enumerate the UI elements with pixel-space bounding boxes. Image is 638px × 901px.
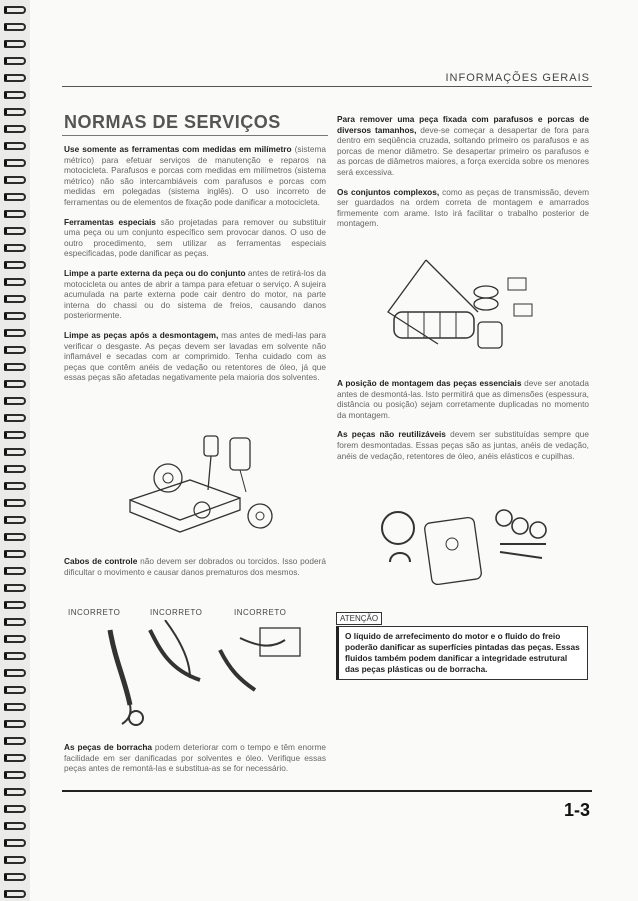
- gaskets-seals-illustration: [370, 500, 560, 592]
- right-column-text-2: [337, 378, 589, 470]
- binding-ring: [4, 227, 26, 235]
- binding-ring: [4, 754, 26, 762]
- paragraph-complex-assemblies: Os conjuntos complexos, como as peças de transmissão, devem ser guardados na ordem correta de montagem e amarrados firmemente com arame. Isto irá facilitar o trabalho posterior de montagem.: [337, 186, 589, 229]
- binding-ring: [4, 856, 26, 864]
- binding-ring: [4, 244, 26, 252]
- binding-ring: [4, 278, 26, 286]
- binding-ring: [4, 448, 26, 456]
- page-title: NORMAS DE SERVIÇOS: [64, 112, 281, 132]
- binding-ring: [4, 669, 26, 677]
- paragraph-clean-exterior: Limpe a parte externa da peça ou do conjunto antes de retirá-los da motocicleta ou antes de abrir a tampa para efetuar o serviço. A sujeira acumulada na parte externa pode cair dentro do motor, na parte interna do chassi ou do sistema de freios, causando danos posteriormente.: [64, 267, 327, 321]
- binding-ring: [4, 550, 26, 558]
- binding-ring: [4, 108, 26, 116]
- binding-ring: [4, 346, 26, 354]
- binding-ring: [4, 618, 26, 626]
- binding-ring: [4, 482, 26, 490]
- binding-ring: [4, 91, 26, 99]
- binding-ring: [4, 516, 26, 524]
- parts-cleaning-illustration: [120, 430, 280, 540]
- binding-ring: [4, 329, 26, 337]
- binding-ring: [4, 6, 26, 14]
- binding-ring: [4, 125, 26, 133]
- binding-ring: [4, 822, 26, 830]
- binding-ring: [4, 261, 26, 269]
- warning-box: O líquido de arrefecimento do motor e o fluido do freio poderão danificar as superfícies pintadas das peças. Essas fluidos também podem danificar a integridade estrutural das peças plásticas ou de borracha.: [336, 626, 588, 680]
- binding-ring: [4, 465, 26, 473]
- binding-ring: [4, 210, 26, 218]
- paragraph-metric-tools: Use somente as ferramentas com medidas em milímetro (sistema métrico) para efetuar serviços de manutenção e reparos na motocicleta. Parafusos e porcas com medidas em milímetros (sistema métrico) não são intercambiáveis com parafusos e porcas com medidas em polegadas (sistema inglês). O uso incorreto de ferramentas ou de elementos de fixação pode danificar a motocicleta.: [64, 144, 327, 207]
- section-header: INFORMAÇÕES GERAIS: [445, 72, 590, 84]
- binding-ring: [4, 142, 26, 150]
- binding-ring: [4, 839, 26, 847]
- binding-ring: [4, 363, 26, 371]
- paragraph-special-tools: Ferramentas especiais são projetadas para remover ou substituir uma peça ou um conjunto específico sem provocar danos. O uso de outro procedimento, sem utilizar as ferramentas especiais especificadas, pode danificar as peças.: [64, 216, 326, 259]
- binding-ring: [4, 652, 26, 660]
- binding-ring: [4, 771, 26, 779]
- binding-ring: [4, 414, 26, 422]
- incorrect-label-3: INCORRETO: [234, 608, 287, 617]
- right-column-text: [337, 114, 589, 238]
- incorrect-label-1: INCORRETO: [68, 608, 121, 617]
- rubber-paragraph-wrap: [64, 742, 326, 783]
- binding-ring: [4, 805, 26, 813]
- cable-paragraph-wrap: [64, 556, 326, 586]
- binding-ring: [4, 584, 26, 592]
- binding-ring: [4, 533, 26, 541]
- binding-ring: [4, 176, 26, 184]
- header-rule: [62, 86, 592, 87]
- binding-ring: [4, 23, 26, 31]
- title-rule: [62, 135, 328, 136]
- binding-ring: [4, 380, 26, 388]
- footer-rule: [62, 790, 592, 792]
- binding-ring: [4, 431, 26, 439]
- binding-ring: [4, 788, 26, 796]
- page-number: 1-3: [563, 800, 590, 820]
- binding-ring: [4, 74, 26, 82]
- binding-ring: [4, 312, 26, 320]
- spiral-binding: [0, 0, 30, 901]
- paragraph-clean-parts: Limpe as peças após a desmontagem, mas antes de medi-las para verificar o desgaste. As peças devem ser lavadas em solvente não inflamável e secadas com ar comprimido. Tenha cuidado com as peças que contêm anéis de vedação ou retentores de óleo, já que essas peças são afetadas negativamente pela maioria dos solventes.: [64, 329, 327, 383]
- cables-illustration: [70, 620, 320, 730]
- paragraph-cables: Cabos de controle não devem ser dobrados ou torcidos. Isso poderá dificultar o movimento e causar danos prematuros dos mesmos.: [64, 556, 326, 577]
- binding-ring: [4, 635, 26, 643]
- binding-ring: [4, 567, 26, 575]
- binding-ring: [4, 601, 26, 609]
- binding-ring: [4, 159, 26, 167]
- paragraph-remove-bolts: Para remover uma peça fixada com parafusos e porcas de diversos tamanhos, deve-se começar a desapertar de fora para dentro em seqüência cruzada, soltando primeiro os parafusos e as porcas de menor diâmetro. Se desapertar primeiro os parafusos e as porcas de diâmetros maiores, a força exercida sobre os menores será excessiva.: [337, 114, 589, 177]
- warning-tag: ATENÇÃO: [336, 612, 382, 625]
- transmission-parts-illustration: [378, 252, 548, 367]
- paragraph-rubber: As peças de borracha podem deteriorar com o tempo e têm enorme facilidade em ser danificadas por solventes e óleo. Verifique essas peças antes de remontá-las e substitua-as se for necessário.: [64, 742, 326, 774]
- binding-ring: [4, 686, 26, 694]
- binding-ring: [4, 720, 26, 728]
- incorrect-label-2: INCORRETO: [150, 608, 203, 617]
- paragraph-mounting-position: A posição de montagem das peças essenciais deve ser anotada antes de desmontá-las. Isto permitirá que as dimensões (espessura, distância ou posição) sejam corretamente duplicadas no momento da montagem.: [337, 378, 589, 420]
- binding-ring: [4, 40, 26, 48]
- binding-ring: [4, 873, 26, 881]
- binding-ring: [4, 499, 26, 507]
- left-column-text: [64, 144, 326, 392]
- binding-ring: [4, 295, 26, 303]
- paragraph-non-reusable: As peças não reutilizáveis devem ser substituídas sempre que forem desmontadas. Essas peças são as juntas, anéis de vedação, anéis de vedação, retentores de óleo, anéis elásticos e cupilhas.: [337, 429, 589, 461]
- binding-ring: [4, 397, 26, 405]
- binding-ring: [4, 737, 26, 745]
- binding-ring: [4, 57, 26, 65]
- binding-ring: [4, 890, 26, 898]
- binding-ring: [4, 703, 26, 711]
- binding-ring: [4, 193, 26, 201]
